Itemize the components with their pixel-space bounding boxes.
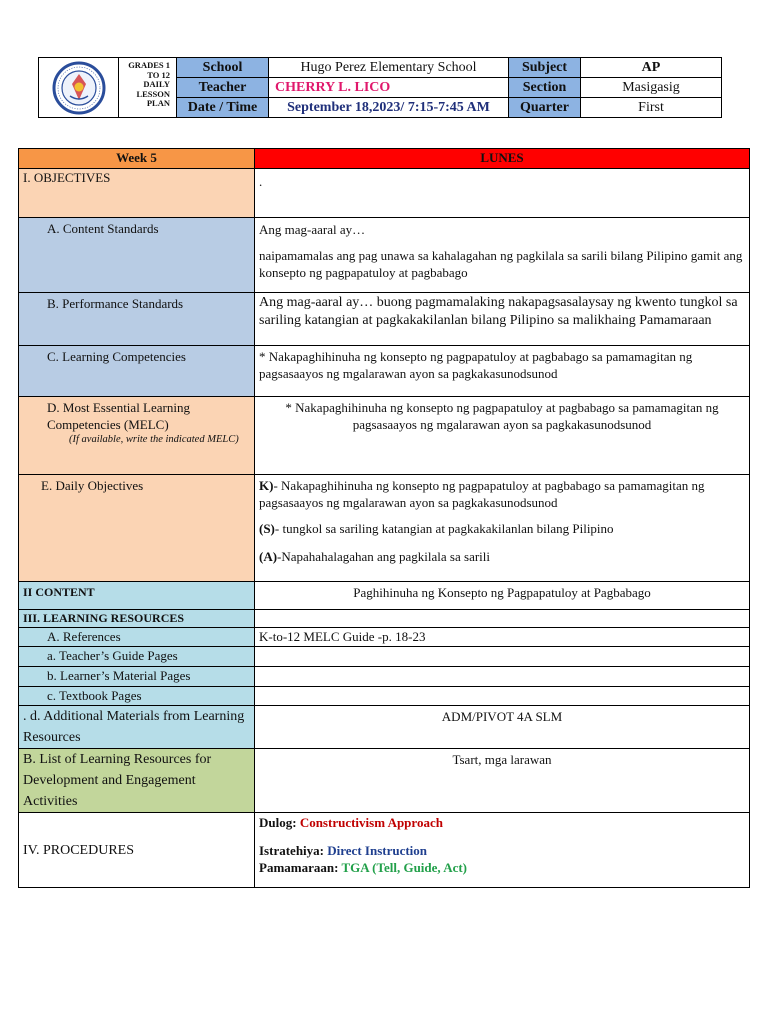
daily-k-tag: K) xyxy=(259,478,274,493)
daily-objective-s xyxy=(259,520,745,537)
teachers-guide-label: a. Teacher’s Guide Pages xyxy=(19,647,255,667)
procedures-label xyxy=(19,813,255,888)
pamamaraan-value: TGA (Tell, Guide, Act) xyxy=(341,860,468,875)
lesson-plan-table xyxy=(18,148,750,888)
pamamaraan-line xyxy=(259,859,745,876)
teachers-guide-value xyxy=(255,647,750,667)
datetime-value: September 18,2023/ 7:15-7:45 AM xyxy=(269,98,509,118)
teacher-value: CHERRY L. LICO xyxy=(269,78,509,98)
week-label: Week 5 xyxy=(19,149,255,169)
table-row xyxy=(19,813,750,888)
school-label: School xyxy=(177,58,269,78)
additional-materials-value: ADM/PIVOT 4A SLM xyxy=(255,706,750,749)
content-label: II CONTENT xyxy=(19,582,255,610)
dulog-label: Dulog: xyxy=(259,815,300,830)
daily-objectives-value xyxy=(255,475,750,582)
istratehiya-line xyxy=(259,842,745,859)
table-row xyxy=(19,293,750,346)
quarter-value: First xyxy=(581,98,722,118)
section-label: Section xyxy=(509,78,581,98)
melc-title: D. Most Essential Learning Competencies (MELC) xyxy=(47,400,190,432)
references-label: A. References xyxy=(19,628,255,647)
table-row xyxy=(19,149,750,169)
content-value: Paghihinuha ng Konsepto ng Pagpapatuloy at Pagbabago xyxy=(255,582,750,610)
table-row xyxy=(19,610,750,628)
grades-line: GRADES 1 xyxy=(128,60,170,70)
school-value: Hugo Perez Elementary School xyxy=(269,58,509,78)
resources-list-label: B. List of Learning Resources for Development and Engagement Activities xyxy=(19,749,255,813)
table-row xyxy=(19,346,750,397)
day-label: LUNES xyxy=(255,149,750,169)
table-row xyxy=(19,628,750,647)
header-table xyxy=(38,57,722,118)
learning-resources-label: III. LEARNING RESOURCES xyxy=(19,610,255,628)
table-row xyxy=(19,667,750,687)
daily-objective-a xyxy=(259,548,745,565)
dulog-value: Constructivism Approach xyxy=(299,815,443,830)
table-row xyxy=(19,397,750,475)
daily-objectives-label: E. Daily Objectives xyxy=(19,475,255,582)
learning-competencies-value: * Nakapaghihinuha ng konsepto ng pagpapatuloy at pagbabago sa pamamagitan ng pagsasaayos ng mgalarawan ayon sa pagkakasunodsunod xyxy=(255,346,750,397)
table-row xyxy=(19,749,750,813)
daily-s-text: - tungkol sa sariling katangian at pagkakakilanlan bilang Pilipino xyxy=(274,521,614,536)
additional-materials-label: . d. Additional Materials from Learning Resources xyxy=(19,706,255,749)
dulog-line xyxy=(259,814,745,831)
procedures-text: IV. PROCEDURES xyxy=(23,842,134,858)
grades-line: DAILY xyxy=(143,79,170,89)
content-standards-value xyxy=(255,218,750,293)
deped-seal xyxy=(39,58,119,118)
daily-k-text: - Nakapaghihinuha ng konsepto ng pagpapatuloy at pagbabago sa pamamagitan ng pagsasaayos ng mgalarawan ayon sa pagkakasunodsunod xyxy=(259,478,705,510)
objectives-value: . xyxy=(255,169,750,218)
content-standards-label: A. Content Standards xyxy=(19,218,255,293)
daily-a-text: -Napahahalagahan ang pagkilala sa sarili xyxy=(277,549,491,564)
textbook-pages-label: c. Textbook Pages xyxy=(19,687,255,706)
content-standards-text: naipamamalas ang pag unawa sa kahalagahan ng pagkilala sa sarili bilang Pilipino gamit ang konsepto ng pagpapatuloy at pagbabago xyxy=(259,248,743,280)
table-row xyxy=(19,582,750,610)
table-row xyxy=(19,475,750,582)
subject-value: AP xyxy=(581,58,722,78)
content-standards-intro: Ang mag-aaral ay… xyxy=(259,222,366,237)
table-row xyxy=(19,687,750,706)
melc-value: * Nakapaghihinuha ng konsepto ng pagpapatuloy at pagbabago sa pamamagitan ng pagsasaayos ng mgalarawan ayon sa pagkakasunodsunod xyxy=(255,397,750,475)
table-row xyxy=(19,706,750,749)
daily-a-tag: (A) xyxy=(259,549,278,564)
melc-label xyxy=(19,397,255,475)
resources-list-value: Tsart, mga larawan xyxy=(255,749,750,813)
table-row xyxy=(19,169,750,218)
references-value: K-to-12 MELC Guide -p. 18-23 xyxy=(255,628,750,647)
melc-note: (If available, write the indicated MELC) xyxy=(69,434,239,445)
grades-line: LESSON xyxy=(136,88,170,99)
performance-standards-label: B. Performance Standards xyxy=(19,293,255,346)
textbook-pages-value xyxy=(255,687,750,706)
table-row xyxy=(19,647,750,667)
grades-label xyxy=(119,58,177,118)
deped-seal-icon xyxy=(48,60,110,116)
learners-material-label: b. Learner’s Material Pages xyxy=(19,667,255,687)
teacher-label: Teacher xyxy=(177,78,269,98)
section-value: Masigasig xyxy=(581,78,722,98)
procedures-value xyxy=(255,813,750,888)
table-row xyxy=(19,218,750,293)
performance-standards-value: Ang mag-aaral ay… buong pagmamalaking nakapagsasalaysay ng kwento tungkol sa sariling katangian at pagkakakilanlan bilang Pilipino sa malikhaing Pamamaraan xyxy=(255,293,750,346)
learners-material-value xyxy=(255,667,750,687)
istratehiya-value: Direct Instruction xyxy=(327,843,428,858)
daily-objective-k xyxy=(259,477,745,511)
daily-s-tag: (S) xyxy=(259,521,275,536)
subject-label: Subject xyxy=(509,58,581,78)
datetime-label: Date / Time xyxy=(177,98,269,118)
istratehiya-label: Istratehiya: xyxy=(259,843,328,858)
pamamaraan-label: Pamamaraan: xyxy=(259,860,342,875)
learning-resources-value xyxy=(255,610,750,628)
quarter-label: Quarter xyxy=(509,98,581,118)
objectives-label: I. OBJECTIVES xyxy=(19,169,255,218)
grades-line: TO 12 xyxy=(147,69,170,80)
learning-competencies-label: C. Learning Competencies xyxy=(19,346,255,397)
grades-line: PLAN xyxy=(146,98,170,108)
